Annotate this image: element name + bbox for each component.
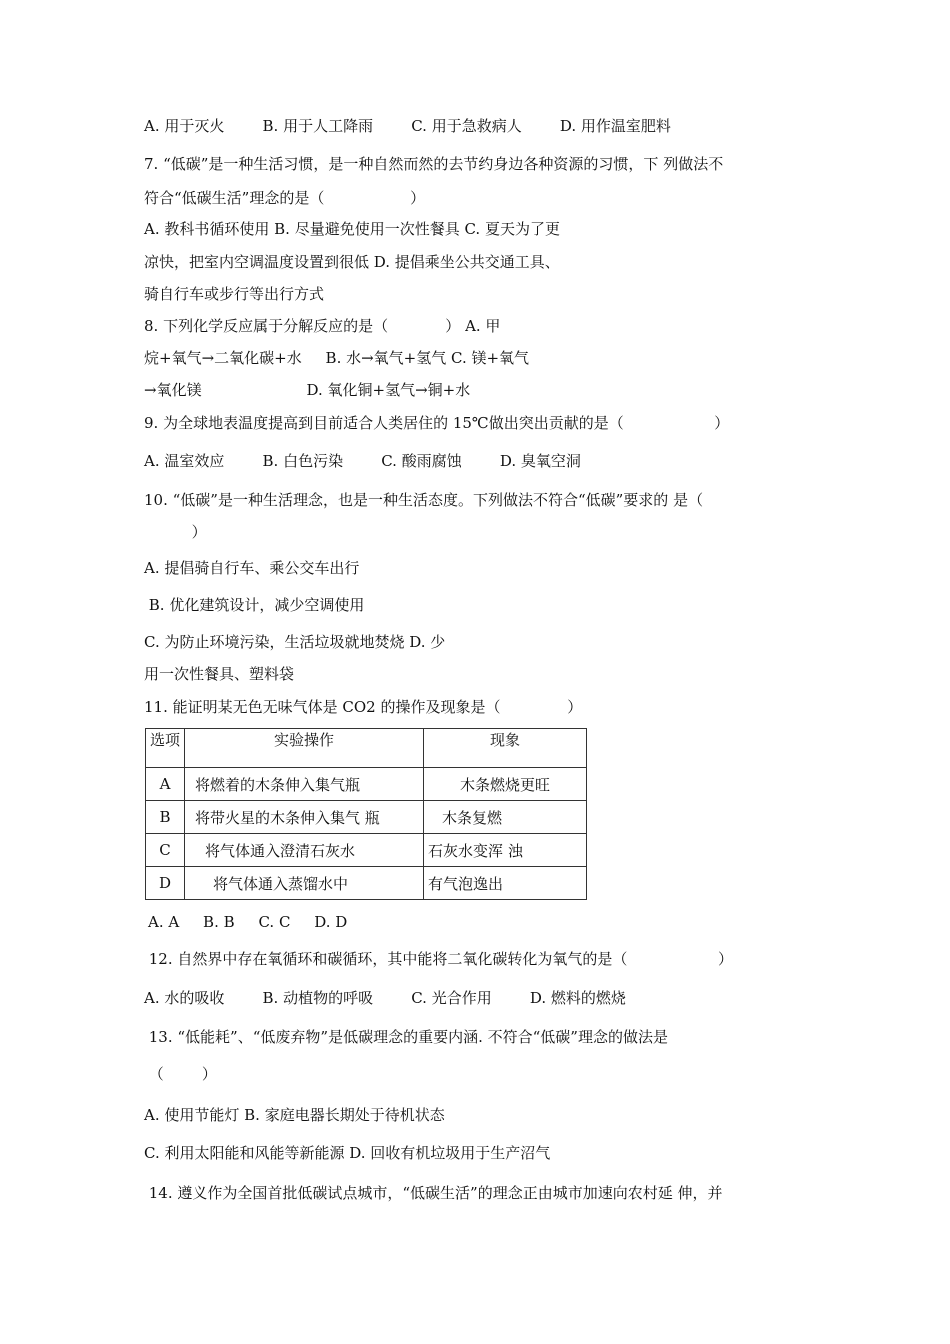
line-q8-options-2: →氧化镁 D. 氧化铜+氢气→铜+水 xyxy=(144,381,471,399)
table-cell-phenomenon: 木条复燃 xyxy=(424,801,587,834)
line-q8-options-1: 烷+氧气→二氧化碳+水 B. 水→氧气+氢气 C. 镁+氧气 xyxy=(144,349,530,367)
table-row xyxy=(146,801,587,834)
table-cell-option: C xyxy=(146,834,185,867)
line-q11-stem: 11. 能证明某无色无味气体是 CO2 的操作及现象是（ ） xyxy=(144,698,583,716)
line-q10-option-d: 用一次性餐具、塑料袋 xyxy=(144,665,295,683)
line-q9-options: A. 温室效应 B. 白色污染 C. 酸雨腐蚀 D. 臭氧空洞 xyxy=(144,452,581,470)
line-q10-option-cd: C. 为防止环境污染，生活垃圾就地焚烧 D. 少 xyxy=(144,633,446,651)
line-q10-stem-2: ） xyxy=(144,523,207,541)
table-row xyxy=(146,834,587,867)
line-q7-options-1: A. 教科书循环使用 B. 尽量避免使用一次性餐具 C. 夏天为了更 xyxy=(144,220,560,238)
table-cell-option: D xyxy=(146,867,185,900)
line-q8-stem: 8. 下列化学反应属于分解反应的是（ ） A. 甲 xyxy=(144,317,501,335)
table-cell-operation: 将气体通入澄清石灰水 xyxy=(185,834,424,867)
table-header-option: 选项 xyxy=(146,729,185,768)
line-q7-stem: 7. “低碳”是一种生活习惯，是一种自然而然的去节约身边各种资源的习惯，下 列做法不 xyxy=(144,155,724,173)
line-q12-stem: 12. 自然界中存在氧循环和碳循环，其中能将二氧化碳转化为氧气的是（ ） xyxy=(144,950,733,968)
table-header-operation: 实验操作 xyxy=(185,729,424,768)
line-q9-stem: 9. 为全球地表温度提高到目前适合人类居住的 15℃做出突出贡献的是（ ） xyxy=(144,414,730,432)
line-q13-stem: 13. “低能耗”、“低废弃物”是低碳理念的重要内涵. 不符合“低碳”理念的做法是 xyxy=(144,1028,668,1046)
table-header-row xyxy=(146,729,587,768)
table-cell-option: A xyxy=(146,768,185,801)
table-cell-operation: 将气体通入蒸馏水中 xyxy=(185,867,424,900)
table-row xyxy=(146,867,587,900)
table-cell-option: B xyxy=(146,801,185,834)
line-q10-option-a: A. 提倡骑自行车、乘公交车出行 xyxy=(144,559,360,577)
table-row xyxy=(146,768,587,801)
line-q7-stem-2: 符合“低碳生活”理念的是（ ） xyxy=(144,189,426,207)
line-q7-options-3: 骑自行车或步行等出行方式 xyxy=(144,285,325,303)
line-q14-stem: 14. 遵义作为全国首批低碳试点城市，“低碳生活”的理念正由城市加速向农村延 伸，并 xyxy=(144,1184,723,1202)
table-cell-phenomenon: 有气泡逸出 xyxy=(424,867,587,900)
line-q10-stem: 10. “低碳”是一种生活理念，也是一种生活态度。下列做法不符合“低碳”要求的 是（ xyxy=(144,491,704,509)
table-cell-phenomenon: 石灰水变浑 浊 xyxy=(424,834,587,867)
line-q11-options: A. A B. B C. C D. D xyxy=(148,913,348,931)
line-q6-options: A. 用于灭火 B. 用于人工降雨 C. 用于急救病人 D. 用作温室肥料 xyxy=(144,117,671,135)
line-q10-option-b: B. 优化建筑设计，减少空调使用 xyxy=(144,596,365,614)
table-header-phenomenon: 现象 xyxy=(424,729,587,768)
line-q13-stem-2: （ ） xyxy=(144,1065,217,1083)
line-q7-options-2: 凉快，把室内空调温度设置到很低 D. 提倡乘坐公共交通工具、 xyxy=(144,253,560,271)
line-q12-options: A. 水的吸收 B. 动植物的呼吸 C. 光合作用 D. 燃料的燃烧 xyxy=(144,989,626,1007)
q11-table xyxy=(145,728,587,900)
table-cell-operation: 将带火星的木条伸入集气 瓶 xyxy=(185,801,424,834)
table-cell-phenomenon: 木条燃烧更旺 xyxy=(424,768,587,801)
line-q13-options-2: C. 利用太阳能和风能等新能源 D. 回收有机垃圾用于生产沼气 xyxy=(144,1144,551,1162)
line-q13-options-1: A. 使用节能灯 B. 家庭电器长期处于待机状态 xyxy=(144,1106,445,1124)
table-cell-operation: 将燃着的木条伸入集气瓶 xyxy=(185,768,424,801)
